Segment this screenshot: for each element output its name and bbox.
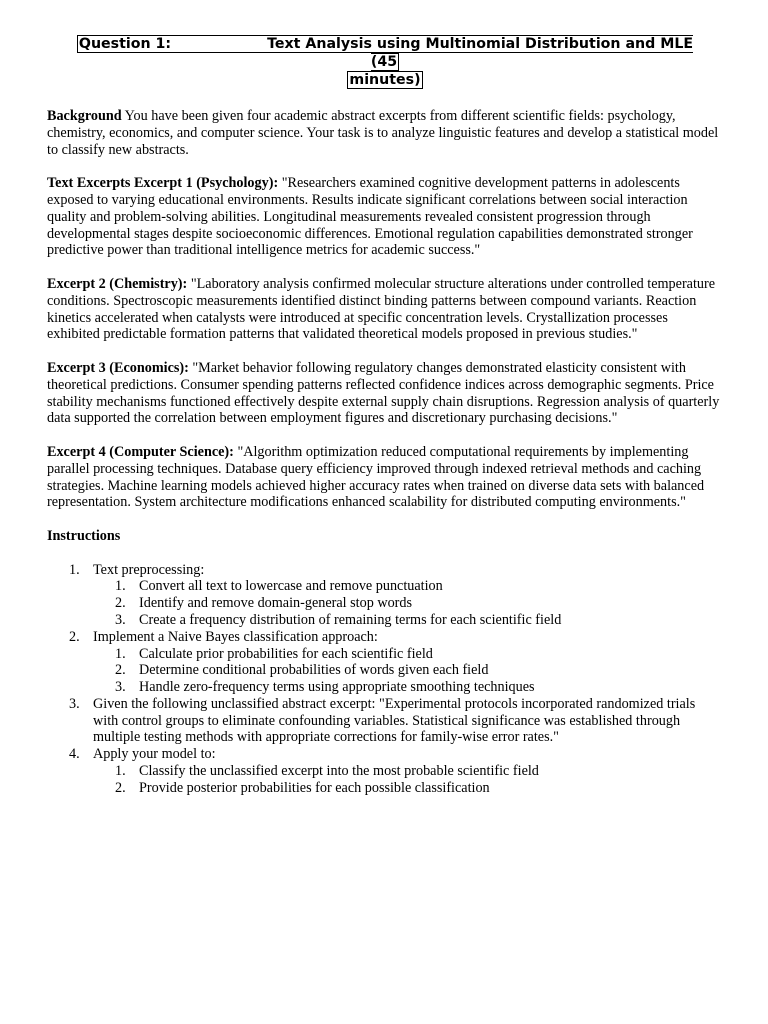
sub-instruction-text: Provide posterior probabilities for each possible classification	[139, 779, 490, 796]
excerpt-2-paragraph	[47, 276, 722, 343]
instruction-item	[47, 696, 722, 746]
sub-instruction-item	[47, 646, 722, 663]
sub-instruction-list	[93, 763, 722, 797]
instruction-text: Given the following unclassified abstract excerpt: "Experimental protocols incorporated randomized trials with control groups to eliminate confounding variables. Statistical significance was established through multiple testing methods with appropriate corrections for family-wise error rates."	[93, 695, 696, 746]
sub-instruction-number: 3.	[115, 679, 126, 696]
background-text: You have been given four academic abstract excerpts from different scientific fields: psychology, chemistry, economics, and computer science. Your task is to analyze linguistic features and develop a statistical model to classify new abstracts.	[47, 108, 719, 158]
sub-instruction-text: Create a frequency distribution of remaining terms for each scientific field	[139, 611, 562, 628]
sub-instruction-item	[47, 662, 722, 679]
sub-instruction-number: 1.	[115, 645, 126, 662]
instruction-item	[47, 746, 722, 796]
sub-instruction-item	[47, 679, 722, 696]
question-heading-continued: minutes)	[349, 72, 421, 88]
sub-instruction-number: 3.	[115, 611, 126, 628]
sub-instruction-number: 1.	[115, 578, 126, 595]
instructions-list	[47, 562, 722, 797]
sub-instruction-item	[47, 612, 722, 629]
sub-instruction-text: Convert all text to lowercase and remove punctuation	[139, 578, 443, 595]
instruction-item	[47, 629, 722, 696]
instruction-text: Implement a Naive Bayes classification approach:	[93, 628, 378, 645]
sub-instruction-item	[47, 763, 722, 780]
excerpt-3-paragraph	[47, 360, 722, 427]
instruction-number: 1.	[69, 561, 80, 578]
sub-instruction-item	[47, 578, 722, 595]
sub-instruction-list	[93, 578, 722, 628]
document-page	[47, 35, 722, 797]
instructions-heading: Instructions	[47, 527, 121, 544]
sub-instruction-number: 2.	[115, 662, 126, 679]
excerpt-2-text: "Laboratory analysis confirmed molecular structure alterations under controlled temperature conditions. Spectroscopic measurements identified distinct binding patterns between compound variants. Reaction kinetics accelerated when catalysts were introduced at specific concentration levels. Crystallization processes exhibited predictable formation patterns that validated theoretical models proposed in previous studies."	[47, 275, 716, 343]
excerpt-4-paragraph	[47, 444, 722, 511]
excerpt-1-label: Text Excerpts Excerpt 1 (Psychology):	[47, 175, 279, 192]
excerpt-4-text: "Algorithm optimization reduced computational requirements by implementing parallel processing techniques. Database query efficiency improved through indexed retrieval methods and caching strategies. Machine learning models achieved higher accuracy rates when trained on diverse data sets with balanced representation. System architecture modifications enhanced scalability for distributed computing environments."	[47, 443, 705, 511]
sub-instruction-number: 2.	[115, 779, 126, 796]
sub-instruction-list	[93, 646, 722, 696]
excerpt-3-label: Excerpt 3 (Economics):	[47, 359, 189, 376]
instruction-number: 2.	[69, 628, 80, 645]
instruction-text: Apply your model to:	[93, 746, 216, 763]
background-paragraph	[47, 108, 722, 158]
sub-instruction-item	[47, 780, 722, 797]
sub-instruction-text: Handle zero-frequency terms using appropriate smoothing techniques	[139, 679, 535, 696]
sub-instruction-number: 1.	[115, 763, 126, 780]
excerpt-1-text: "Researchers examined cognitive development patterns in adolescents exposed to varying educational environments. Results indicate significant correlations between social interaction quality and problem-solving abilities. Longitudinal measurements revealed consistent progression through developmental stages despite socioeconomic differences. Emotional regulation capabilities demonstrated stronger predictive power than traditional intelligence metrics for academic success."	[47, 175, 693, 259]
question-title-box	[77, 35, 693, 71]
excerpt-4-label: Excerpt 4 (Computer Science):	[47, 443, 234, 460]
sub-instruction-text: Calculate prior probabilities for each scientific field	[139, 645, 433, 662]
instruction-text: Text preprocessing:	[93, 561, 205, 578]
question-number: Question 1:	[78, 36, 172, 52]
instruction-number: 4.	[69, 746, 80, 763]
question-heading: Text Analysis using Multinomial Distribution and MLE (45	[267, 36, 694, 70]
excerpt-2-label: Excerpt 2 (Chemistry):	[47, 275, 188, 292]
excerpt-3-text: "Market behavior following regulatory changes demonstrated elasticity consistent with theoretical predictions. Consumer spending patterns reflected confidence indices across demographic segments. Price stability mechanisms functioned effectively despite external supply chain disruptions. Regression analysis of quarterly data supported the correlation between employment figures and discretionary purchasing decisions."	[47, 359, 720, 427]
excerpt-1-paragraph	[47, 175, 722, 259]
instruction-item	[47, 562, 722, 629]
sub-instruction-item	[47, 595, 722, 612]
sub-instruction-text: Classify the unclassified excerpt into the most probable scientific field	[139, 763, 539, 780]
sub-instruction-text: Identify and remove domain-general stop words	[139, 595, 413, 612]
sub-instruction-number: 2.	[115, 595, 126, 612]
question-title	[63, 35, 707, 89]
sub-instruction-text: Determine conditional probabilities of words given each field	[139, 662, 489, 679]
background-label: Background	[47, 108, 122, 124]
instruction-number: 3.	[69, 695, 80, 712]
